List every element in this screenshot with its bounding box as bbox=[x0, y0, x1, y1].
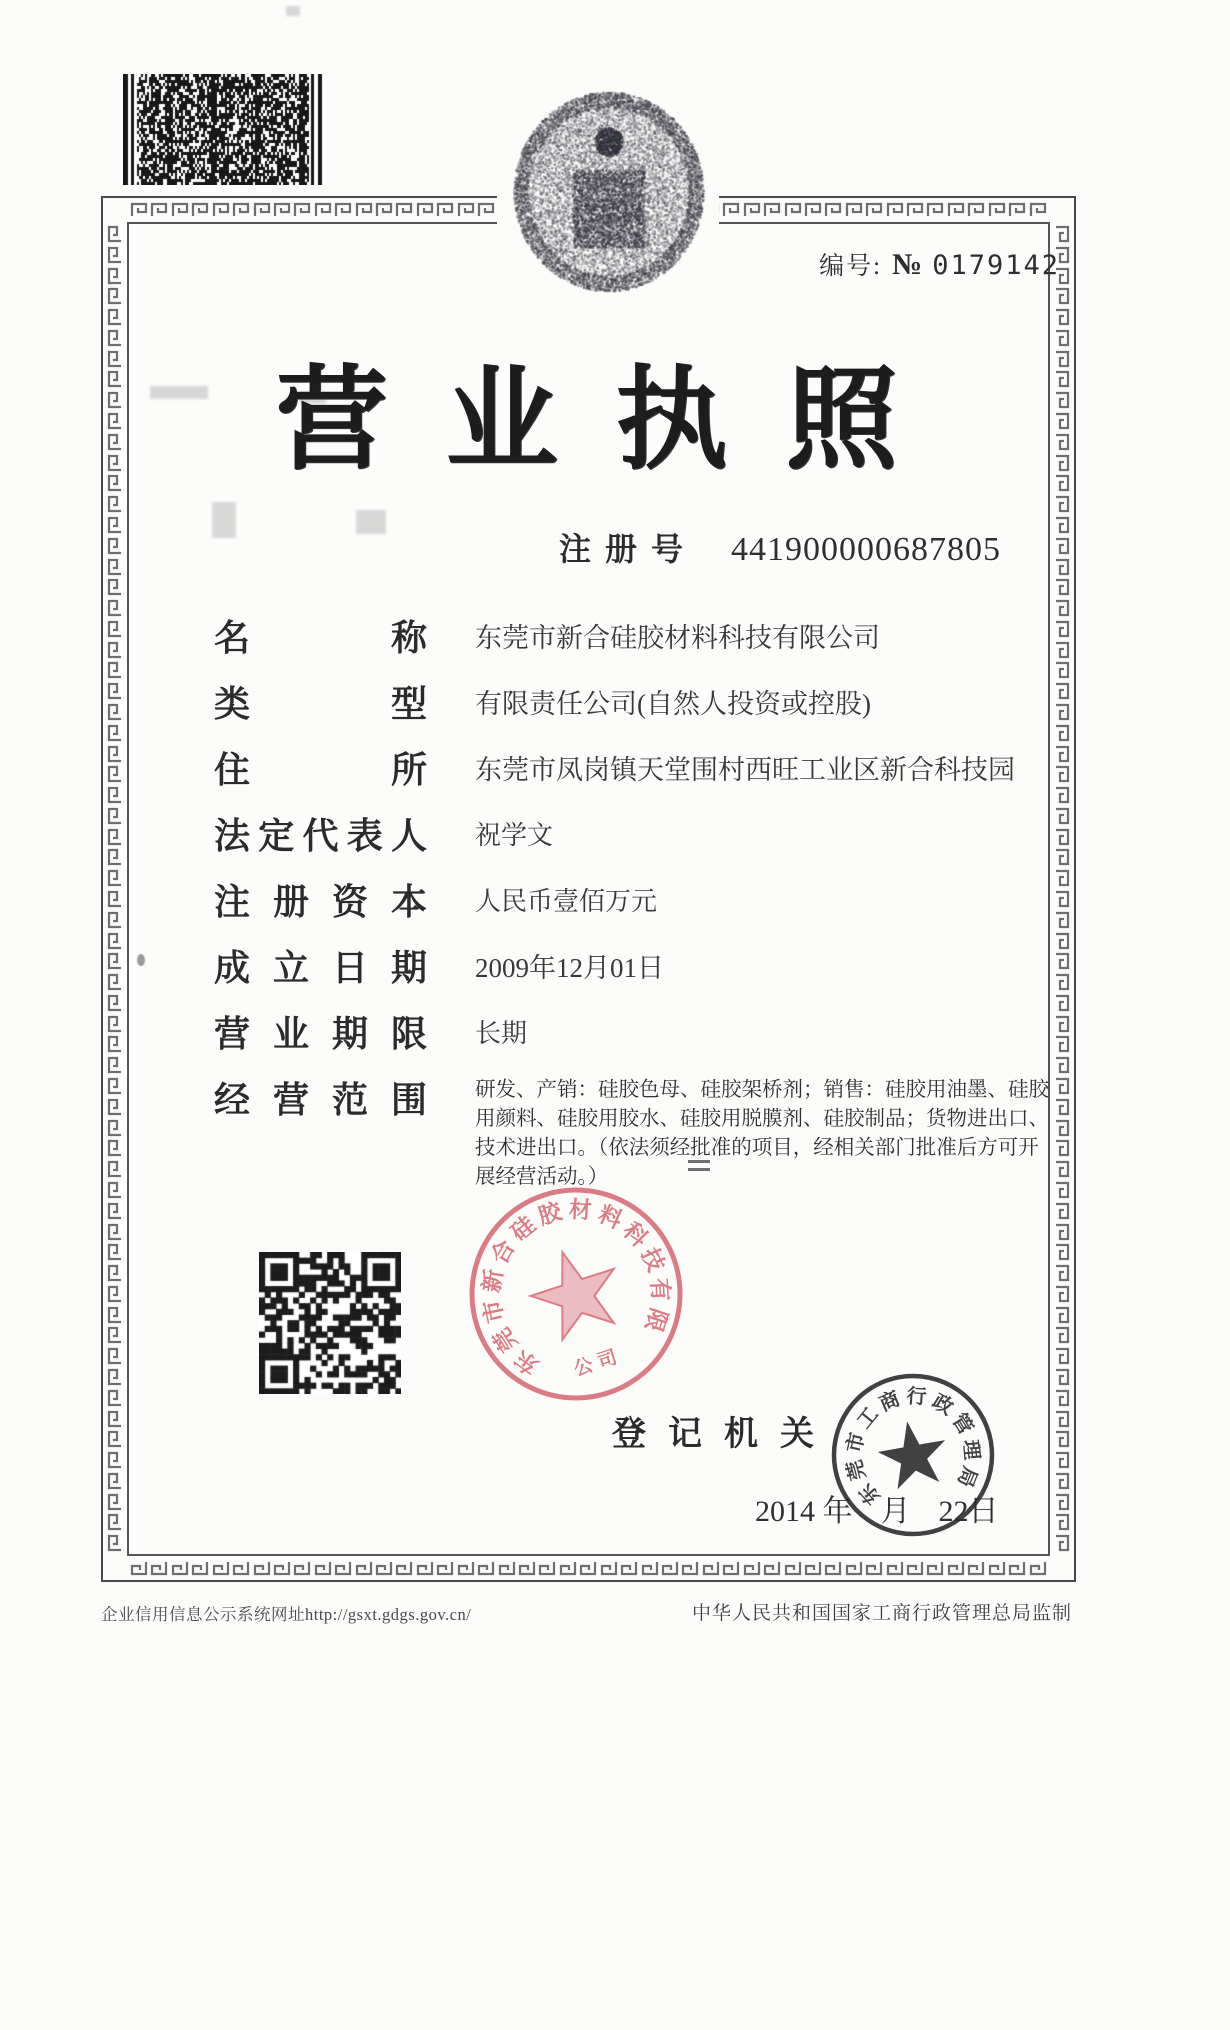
svg-text:东: 东 bbox=[509, 1345, 544, 1379]
svg-text:科: 科 bbox=[618, 1217, 653, 1252]
registration-number: 441900000687805 bbox=[731, 531, 1001, 568]
national-emblem-icon bbox=[497, 78, 719, 304]
national-emblem-image bbox=[506, 83, 710, 299]
svg-text:行: 行 bbox=[905, 1385, 928, 1409]
company-seal-stamp bbox=[446, 1164, 706, 1429]
field-value: 2009年12月01日 bbox=[475, 952, 664, 983]
footer bbox=[101, 1598, 1072, 1625]
field-label: 住 所 bbox=[214, 749, 427, 790]
field-row-address bbox=[214, 734, 1052, 800]
field-row-term bbox=[214, 998, 1052, 1064]
svg-text:莞: 莞 bbox=[843, 1457, 871, 1483]
svg-text:局: 局 bbox=[952, 1463, 981, 1491]
svg-text:管: 管 bbox=[947, 1409, 977, 1439]
field-row-name bbox=[214, 602, 1052, 668]
svg-text:材: 材 bbox=[568, 1197, 593, 1224]
field-value: 东莞市新合硅胶材料科技有限公司 bbox=[475, 622, 880, 653]
scan-artifact bbox=[286, 6, 300, 16]
field-value: 长期 bbox=[475, 1018, 528, 1048]
issue-date-day: 22日 bbox=[938, 1495, 999, 1528]
license-title: 营业执照 bbox=[275, 355, 956, 485]
field-row-legal-rep bbox=[214, 800, 1052, 866]
field-label: 营 业 期 限 bbox=[214, 1013, 427, 1054]
svg-text:公司: 公司 bbox=[571, 1345, 626, 1381]
svg-text:工: 工 bbox=[853, 1403, 883, 1433]
field-label: 名 称 bbox=[214, 617, 427, 658]
scan-artifact bbox=[137, 954, 145, 966]
footer-right-issuer: 中华人民共和国国家工商行政管理总局监制 bbox=[691, 1603, 1072, 1624]
issue-date-month: 月 bbox=[880, 1495, 911, 1528]
svg-text:理: 理 bbox=[958, 1438, 983, 1461]
registry-authority-label: 登记机关 bbox=[612, 1416, 836, 1453]
svg-text:限: 限 bbox=[640, 1305, 672, 1335]
field-value: 研发、产销：硅胶色母、硅胶架桥剂；销售：硅胶用油墨、硅胶用颜料、硅胶用胶水、硅胶用脱膜剂、硅胶制品；货物进出口、技术进出口。（依法须经批准的项目，经相关部门批准后方可开展经营活动。） bbox=[475, 1079, 1049, 1188]
svg-text:市: 市 bbox=[479, 1297, 509, 1326]
qr-code-icon bbox=[259, 1252, 401, 1394]
registration-number-line bbox=[101, 524, 1001, 570]
field-value: 有限责任公司(自然人投资或控股) bbox=[475, 688, 871, 719]
registration-label: 注册号 bbox=[558, 531, 697, 567]
field-label: 成 立 日 期 bbox=[214, 947, 427, 988]
field-label: 经 营 范 围 bbox=[214, 1080, 427, 1120]
svg-text:技: 技 bbox=[636, 1244, 669, 1276]
authority-seal-stamp bbox=[813, 1355, 1013, 1560]
svg-text:胶: 胶 bbox=[535, 1198, 565, 1230]
footer-left-url: 企业信用信息公示系统网址http://gsxt.gdgs.gov.cn/ bbox=[101, 1605, 472, 1624]
serial-number: 0179142 bbox=[932, 250, 1060, 281]
svg-text:料: 料 bbox=[594, 1201, 626, 1234]
svg-text:合: 合 bbox=[486, 1235, 520, 1269]
svg-text:新: 新 bbox=[478, 1267, 508, 1295]
field-label: 类 型 bbox=[214, 683, 427, 724]
field-value: 东莞市凤岗镇天堂围村西旺工业区新合科技园 bbox=[475, 754, 1015, 785]
svg-text:莞: 莞 bbox=[488, 1323, 523, 1357]
svg-text:有: 有 bbox=[646, 1277, 673, 1302]
fields-table bbox=[214, 602, 1052, 1192]
field-label: 法 定 代 表 人 bbox=[214, 815, 427, 856]
svg-text:东: 东 bbox=[855, 1478, 885, 1509]
issue-date-year: 2014 年 bbox=[755, 1495, 853, 1528]
field-label: 注 册 资 本 bbox=[214, 881, 427, 922]
pdf417-barcode-icon bbox=[123, 74, 326, 185]
svg-text:硅: 硅 bbox=[506, 1211, 540, 1246]
svg-text:政: 政 bbox=[928, 1390, 957, 1420]
serial-prefix: 编号: bbox=[819, 253, 883, 280]
serial-number-line bbox=[810, 246, 1060, 282]
svg-text:市: 市 bbox=[843, 1430, 870, 1455]
numero-sign: № bbox=[892, 248, 925, 281]
field-value: 人民币壹佰万元 bbox=[475, 886, 658, 916]
field-value: 祝学文 bbox=[475, 820, 554, 850]
border-meander-bottom bbox=[129, 1558, 1048, 1578]
field-row-type bbox=[214, 668, 1052, 734]
field-row-capital bbox=[214, 866, 1052, 932]
svg-text:商: 商 bbox=[876, 1387, 904, 1416]
field-row-founded bbox=[214, 932, 1052, 998]
